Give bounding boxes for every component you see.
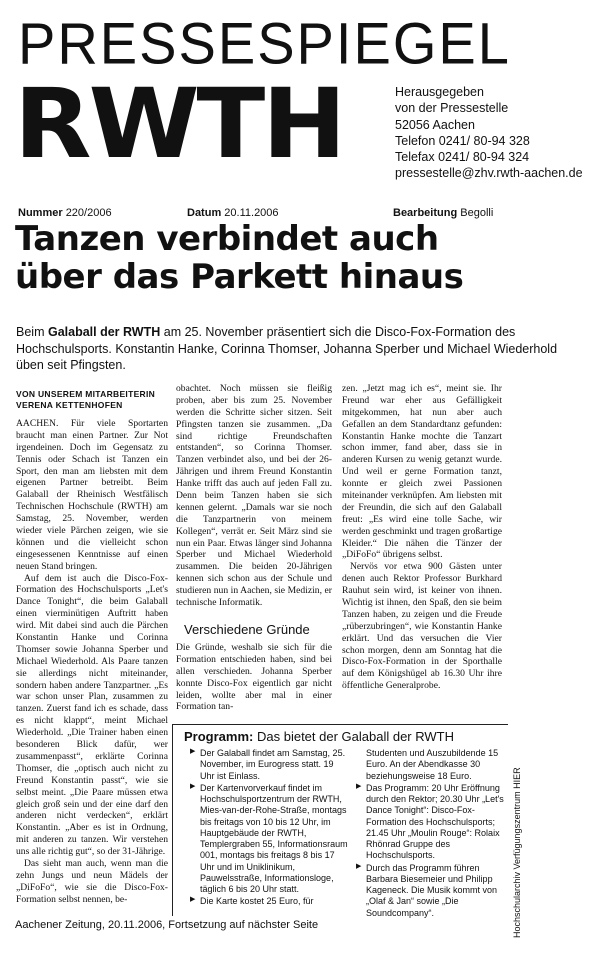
issue-number-value: 220/2006 (65, 207, 112, 219)
article-column-2b (176, 642, 332, 713)
program-box-top-rule (172, 724, 508, 725)
paragraph: obachtet. Noch müssen sie fleißig proben, aber bis zum 25. November werden die Schritte sicher sitzen. Seit Pfingsten tanzen sie zusammen. „Da sind richtige Freundschaften entstanden“, so Corinna Thomser. Tanzen verbindet also, und bei der 26-Jährigen und ihrem Freund Konstantin Hanke trifft das auch auf jeden Fall zu. Denn beim Tanzen haben sie sich kennen gelernt. „Damals war sie noch die Tanzpartnerin von meinem Kollegen“, verrät er. Seit März sind sie nun ein Paar. Etwas länger sind Johanna Sperber und Michael Wiederhold zusammen. Die beiden 20-Jährigen kennen sich schon aus der Schule und studieren nun in Aachen, sie Medizin, er technische Informatik. (176, 383, 332, 609)
program-heading: Das bietet der Galaball der RWTH (256, 729, 454, 744)
paragraph: Das sieht man auch, wenn man die zehn Jungs und neun Mädels der „DiFoFo“, wie sie die Disco-Fox-Formation selbst nennen, be- (16, 857, 168, 905)
byline-author: VERENA KETTENHOFEN (16, 399, 123, 410)
lead-bold: Galaball der RWTH (47, 325, 161, 339)
article-column-2 (176, 383, 332, 609)
article-headline (15, 220, 463, 296)
paragraph: AACHEN. Für viele Sportarten braucht man einen Partner. Zur Not irgendeinen. Doch im Gegensatz zu Tennis oder Schach ist Tanzen ein Sport, den man am liebsten mit dem eigenen Partner betreibt. Beim Galaball der Rheinisch Westfälisch Technischen Hochschule (RWTH) am Samstag, 25. November, werden wieder viele Pärchen zeigen, wie sie können und die vielleicht schon eingesessenen Kenntnisse auf einen neuen Stand bringen. (16, 418, 168, 572)
issue-editor-label: Bearbeitung (393, 207, 458, 219)
headline-line: Tanzen verbindet auch (15, 219, 439, 259)
paragraph: Auf dem ist auch die Disco-Fox-Formation des Hochschulsports „Let's Dance Tonight“, die beim Galaball einen vierminütigen Auftritt haben wird. Mit dabei sind auch die Pärchen Konstantin Hanke und Corinna Thomser sowie Johanna Sperber und Michael Wiederhold. Als Paare tanzen sie allerdings nicht miteinander, sondern haben andere Tanzpartner. „Es war schon unser Plan, zusammen zu tanzen. Zuerst fand ich es schade, dass es nicht klappt“, meint Michael Wiederhold. „Die Trainer haben einen besonderen Blick dafür, wer zusammenpasst“, erklärte Corinna Thomser, die „optisch auch nicht zu Freund Konstantin passt“, wie sie selbst meint. „Die Paare müssen etwa gleich groß sein und der eine darf den anderen nicht verdecken“, erklärt Konstantin. „Aber es ist in Ordnung, mit anderen zu tanzen. Wir verstehen uns alle richtig gut“, so der 31-Jährige. (16, 572, 168, 858)
program-item: ▶ Der Galaball findet am Samstag, 25. November, im Eurogress statt. 19 Uhr ist Einlass. (190, 748, 350, 782)
paragraph: Die Gründe, weshalb sie sich für die Formation entschieden haben, sind bei allen verschieden. Johanna Sperber konnte Disco-Fox eigentlich gar nicht leiden, wollte aber mal in einer Formation tan- (176, 642, 332, 713)
article-column-1 (16, 418, 168, 906)
headline-line: über das Parkett hinaus (15, 257, 464, 298)
program-item: ▶ Durch das Programm führen Barbara Biesemeier und Philipp Kageneck. Die Musik kommt von „Olaf & Jan“ sowie „Die Soundcompany“. (356, 863, 506, 919)
paragraph: zen. „Jetzt mag ich es“, meint sie. Ihr Freund war eher aus Gefälligkeit mitgekommen, hat nun aber auch Gefallen an dem Standardtanz gefunden: Konstantin Hanke mochte die Tanzart schon immer, fand aber, dass sie in anderen Kursen zu wenig getanzt wurde. Und weil er gerne Formation tanzt, konnte er gleich zwei Passionen miteinander verknüpfen. Am liebsten mit der Freundin, die sich auf den Galaball freut: „Es wird eine tolle Sache, wir werden geschminkt und tragen großartige Kleider.“ Die nähen die Tänzer der „DiFoFo“ übrigens selbst. (342, 383, 502, 561)
archive-stamp-text: Hochschularchiv Verfügungszentrum HIER (512, 767, 522, 938)
article-lead (16, 324, 576, 374)
lead-text: am 25. November präsentiert sich die Disco-Fox-Formation des Hochschulsports. Konstantin Hanke, Corinna Thomser, Johanna Sperber und Michael Wiederhold üben seit Pfingsten. (16, 325, 558, 373)
issue-editor (393, 207, 493, 219)
program-item: ▶ Die Karte kostet 25 Euro, für (190, 896, 350, 907)
publisher-line: von der Pressestelle (395, 101, 509, 116)
issue-editor-value: Begolli (460, 207, 494, 219)
program-item: ▶ Der Kartenvorverkauf findet im Hochschulsportzentrum der RWTH, Mies-van-der-Rohe-Straße, montags bis freitags von 10 bis 12 Uhr, im Hauptgebäude der RWTH, Templergraben 55, Informationsraum 001, montags bis freitags 8 bis 17 Uhr und im Uniklinikum, Pauwelsstraße, Informationsloge, täglich 6 bis 20 Uhr statt. (190, 783, 350, 896)
article-column-3 (342, 383, 502, 692)
program-title (184, 729, 454, 744)
section-subhead: Verschiedene Gründe (184, 622, 310, 637)
issue-date-value: 20.11.2006 (224, 207, 279, 219)
publisher-phone: Telefon 0241/ 80-94 328 (395, 133, 530, 148)
lead-prefix: Beim (16, 325, 45, 339)
paragraph: Nervös vor etwa 900 Gästen unter denen auch Rektor Professor Burkhard Rauhut sein wird, ist keiner von ihnen. Wichtig ist ihnen, den Spaß, den sie beim Tanzen haben, zu zeigen und die Freude „rüberzubringen“, wie Konstantin Hanke erklärt. Und das versuchen die Vier schon morgen, denn am Sonntag hat die Disco-Fox-Formation in der Sporthalle auf dem Königshügel ab 16.30 Uhr ihre öffentliche Generalprobe. (342, 561, 502, 692)
rwth-logo: RWTH (14, 68, 344, 180)
byline-line: VON UNSEREM MITARBEITERIN (16, 389, 156, 399)
publisher-info (395, 84, 583, 182)
publisher-email[interactable]: pressestelle@zhv.rwth-aachen.de (395, 166, 583, 181)
archive-stamp (512, 767, 592, 940)
program-item: ▶ Das Programm: 20 Uhr Eröffnung durch den Rektor; 20.30 Uhr „Let's Dance Tonight“: Disco-Fox-Formation des Hochschulsports; 21.45 Uhr „Moulin Rouge“: Rolaix Rhönrad Gruppe des Hochschulsports. (356, 783, 506, 862)
publisher-fax: Telefax 0241/ 80-94 324 (395, 150, 530, 164)
source-footer: Aachener Zeitung, 20.11.2006, Fortsetzung auf nächster Seite (15, 919, 319, 931)
publisher-address: 52056 Aachen (395, 117, 475, 132)
byline (16, 389, 155, 410)
program-label: Programm: (184, 729, 254, 744)
issue-date (187, 207, 279, 219)
program-item-continued: Studenten und Auszubildende 15 Euro. An der Abendkasse 30 beziehungsweise 18 Euro. (366, 748, 499, 781)
program-list-left (190, 748, 350, 909)
issue-number-label: Nummer (18, 207, 63, 219)
program-list-right (356, 748, 506, 920)
masthead-title: PRESSESPIEGEL (18, 9, 511, 76)
publisher-line: Herausgegeben (395, 85, 484, 99)
issue-number (18, 207, 112, 219)
issue-date-label: Datum (187, 207, 222, 219)
program-box-left-rule (172, 724, 173, 916)
